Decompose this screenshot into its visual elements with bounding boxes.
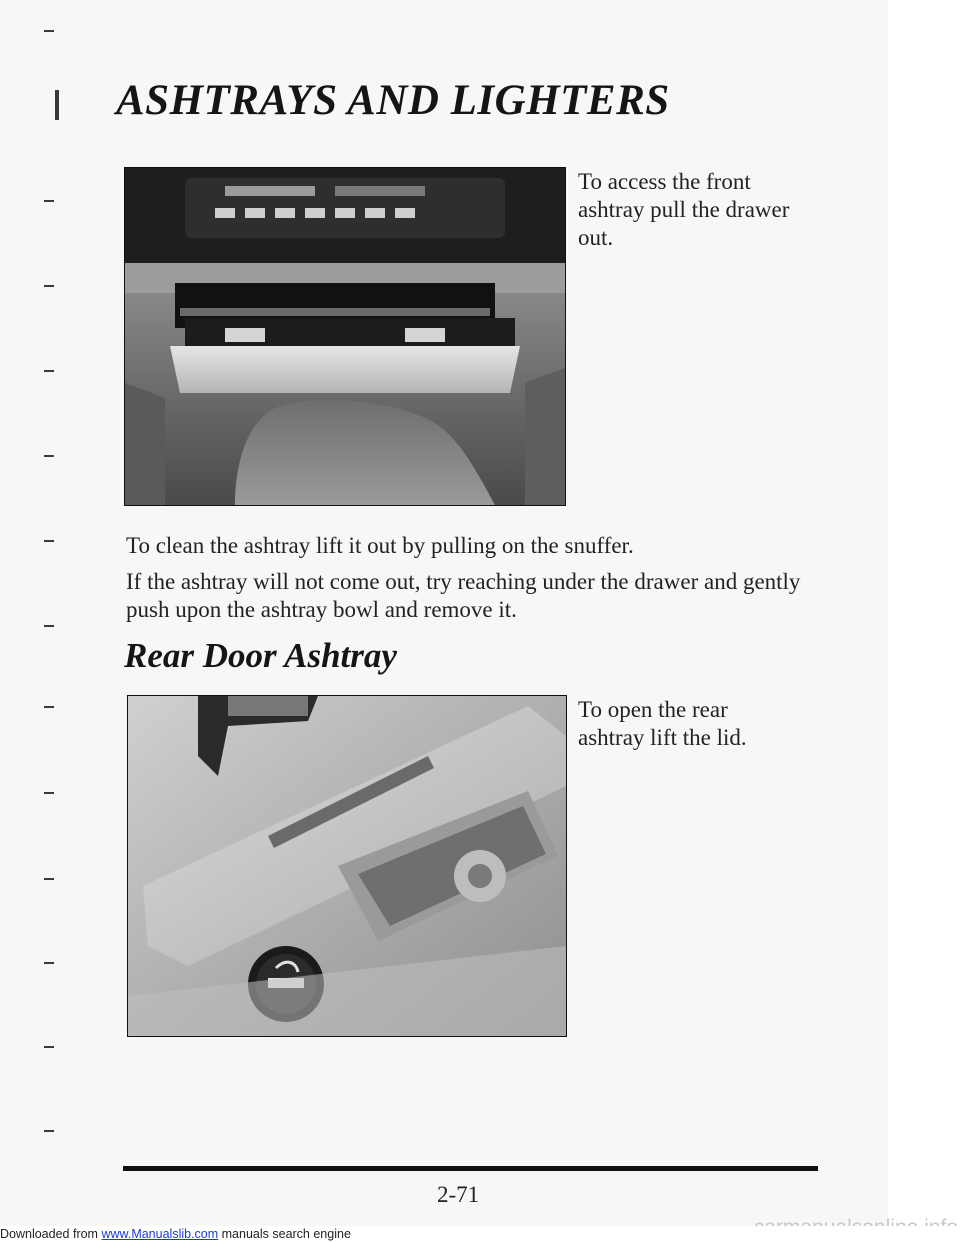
rear-ashtray-illustration — [128, 696, 566, 1036]
manualslib-link[interactable]: www.Manualslib.com — [101, 1227, 219, 1241]
edge-tick — [44, 540, 54, 542]
front-ashtray-illustration — [125, 168, 565, 505]
paragraph-clean-ashtray: To clean the ashtray lift it out by pulling on the snuffer. — [126, 533, 634, 558]
edge-tick — [44, 1046, 54, 1048]
footer-rule — [123, 1166, 818, 1171]
edge-tick — [44, 285, 54, 287]
edge-tick — [44, 1130, 54, 1132]
edge-tick — [44, 706, 54, 708]
page-title: ASHTRAYS AND LIGHTERS — [116, 77, 670, 124]
edge-tick — [44, 370, 54, 372]
edge-tick — [55, 90, 59, 120]
edge-tick — [44, 200, 54, 202]
edge-tick — [44, 30, 54, 32]
footer-suffix: manuals search engine — [218, 1227, 351, 1241]
front-ashtray-caption: To access the front ashtray pull the drawer out. — [578, 169, 790, 250]
rear-ashtray-photo — [128, 696, 566, 1036]
right-margin — [888, 0, 960, 1242]
download-footer — [0, 1226, 960, 1242]
footer-prefix: Downloaded from — [0, 1227, 102, 1241]
paragraph-remove-ashtray: If the ashtray will not come out, try reaching under the drawer and gently push upon the ashtray bowl and remove it. — [126, 569, 801, 622]
front-ashtray-photo — [125, 168, 565, 505]
page-number: 2-71 — [437, 1182, 480, 1207]
edge-tick — [44, 792, 54, 794]
edge-tick — [44, 625, 54, 627]
edge-tick — [44, 455, 54, 457]
section-heading-rear-door-ashtray: Rear Door Ashtray — [124, 636, 397, 675]
edge-tick — [44, 962, 54, 964]
rear-ashtray-caption: To open the rear ashtray lift the lid. — [578, 697, 747, 750]
edge-tick — [44, 878, 54, 880]
